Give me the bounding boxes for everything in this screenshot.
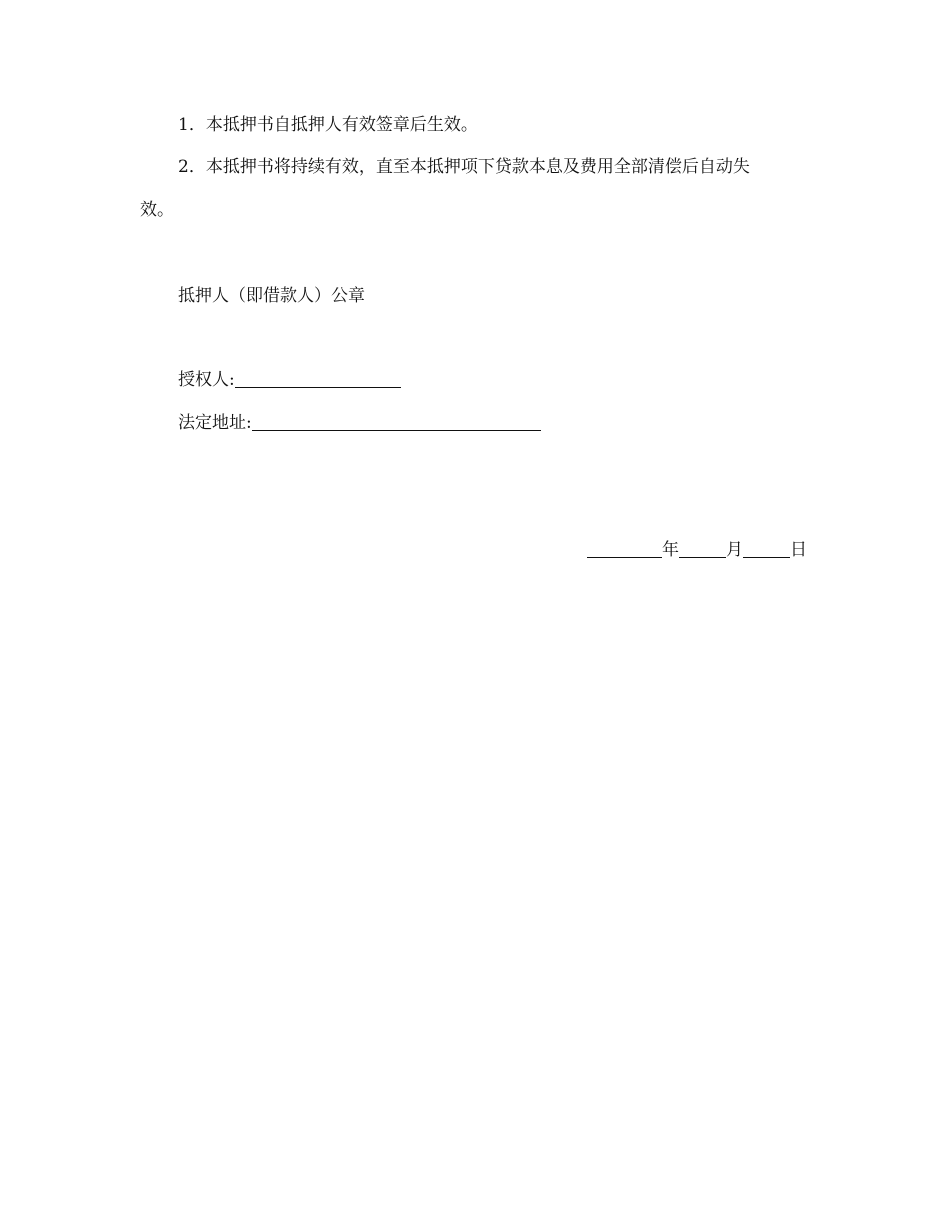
month-blank <box>679 539 726 558</box>
clause-2-continuation <box>140 198 174 222</box>
clause-2-text-line1: 本抵押书将持续有效，直至本抵押项下贷款本息及费用全部清偿后自动失 <box>205 157 750 177</box>
year-label: 年 <box>662 540 679 560</box>
year-blank <box>587 539 662 558</box>
seal-label: 抵押人（即借款人）公章 <box>178 286 365 306</box>
day-label: 日 <box>790 540 807 560</box>
month-label: 月 <box>726 540 743 560</box>
clause-2-number: 2． <box>178 157 206 177</box>
authorized-person-blank <box>235 369 401 388</box>
legal-address-blank <box>252 412 541 431</box>
clause-2 <box>178 155 750 179</box>
day-blank <box>743 539 790 558</box>
authorized-person-label: 授权人: <box>178 370 235 390</box>
clause-1-number: 1． <box>178 115 206 135</box>
clause-1-text: 本抵押书自抵押人有效签章后生效。 <box>205 115 478 135</box>
legal-address-label: 法定地址: <box>178 413 252 433</box>
clause-1 <box>178 113 478 137</box>
authorized-person-row <box>178 368 401 392</box>
clause-2-text-line2: 效。 <box>140 200 174 220</box>
legal-address-row <box>178 411 541 435</box>
date-row <box>587 538 807 562</box>
